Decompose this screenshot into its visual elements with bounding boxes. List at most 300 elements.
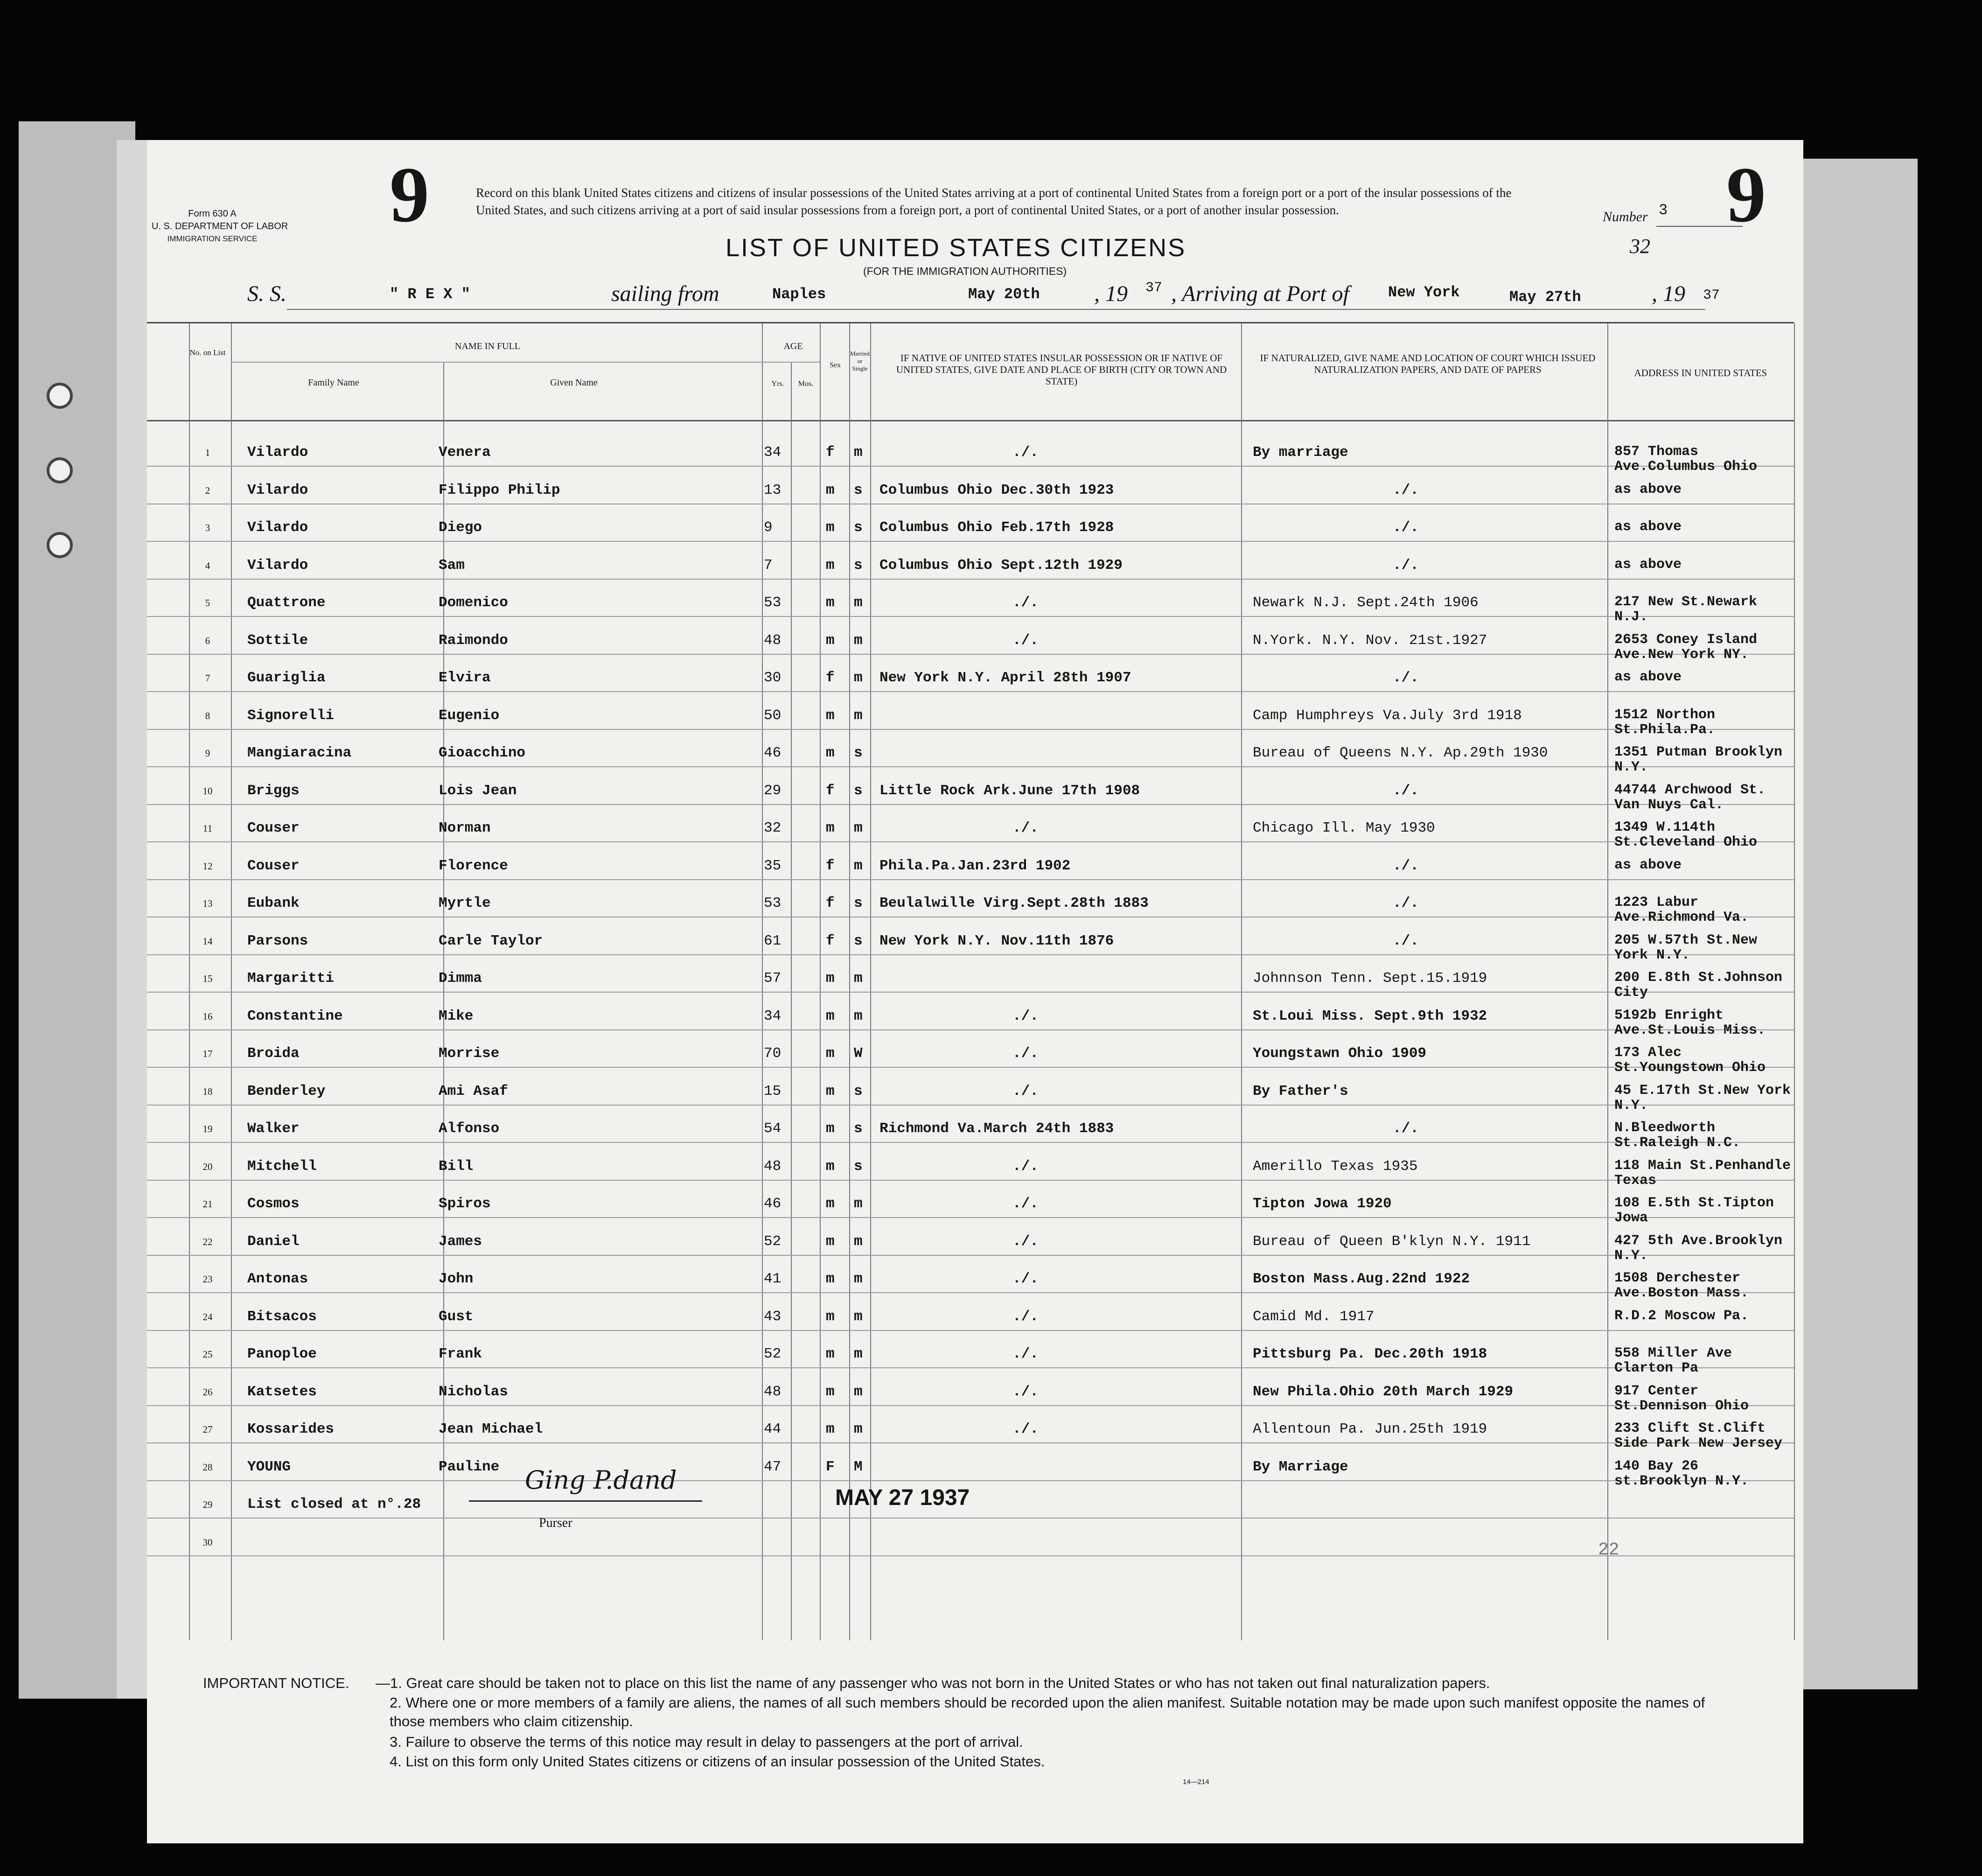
department: U. S. DEPARTMENT OF LABOR	[152, 221, 288, 231]
arrival-date: May 27th	[1509, 288, 1581, 306]
ss-label: S. S.	[247, 281, 286, 306]
family-name: Vilardo	[247, 519, 308, 536]
naturalization-court: Chicago Ill. May 1930	[1253, 820, 1435, 836]
birth-place-date: ./.	[1012, 1158, 1039, 1175]
header-sex: Sex	[830, 361, 841, 369]
address-value: 427 5th Ave.Brooklyn N.Y.	[1614, 1232, 1783, 1264]
marital-status: m	[854, 1271, 863, 1287]
signature-line	[469, 1500, 702, 1502]
marital-status: m	[854, 595, 863, 611]
family-name: YOUNG	[247, 1458, 291, 1475]
family-name: Mitchell	[247, 1158, 317, 1175]
naturalization-court: Tipton Jowa 1920	[1253, 1196, 1392, 1212]
row-rule	[147, 841, 1794, 842]
row-number: 24	[202, 1311, 213, 1323]
birth-place-date: Beulalwille Virg.Sept.28th 1883	[879, 895, 1149, 911]
header-no: No. on List	[189, 348, 226, 357]
marital-status: s	[854, 557, 863, 574]
family-name: Couser	[247, 857, 300, 874]
sailing-port: Naples	[772, 286, 826, 303]
birth-place-date: Little Rock Ark.June 17th 1908	[879, 782, 1140, 799]
given-name: Lois Jean	[439, 782, 517, 799]
marital-status: s	[854, 1120, 863, 1137]
given-name: Myrtle	[439, 895, 491, 911]
family-name: Walker	[247, 1120, 300, 1137]
page-subtitle: (FOR THE IMMIGRATION AUTHORITIES)	[863, 265, 1067, 277]
right-sheet-number: 9	[1726, 151, 1766, 238]
naturalization-court: Bureau of Queens N.Y. Ap.29th 1930	[1253, 745, 1548, 761]
given-name: Diego	[439, 519, 482, 536]
header-birth: IF NATIVE OF UNITED STATES INSULAR POSSESSION OR IF NATIVE OF UNITED STATES, GIVE DATE AND PLACE OF BIRTH (CITY OR TOWN AND STATE)	[896, 352, 1227, 387]
row-rule	[147, 1029, 1794, 1030]
row-rule	[147, 804, 1794, 805]
manifest-sheet	[147, 140, 1803, 1843]
sex-value: m	[826, 1083, 835, 1099]
family-name: Margaritti	[247, 970, 335, 987]
address-value: 2653 Coney Island Ave.New York NY.	[1614, 631, 1758, 663]
naturalization-court: Johnnson Tenn. Sept.15.1919	[1253, 970, 1487, 987]
age-years: 70	[764, 1045, 782, 1062]
sex-value: m	[826, 1308, 835, 1325]
family-name: Kossarides	[247, 1421, 335, 1437]
sex-value: f	[826, 895, 835, 911]
marital-status: m	[854, 970, 863, 987]
address-value: 917 Center St.Dennison Ohio	[1614, 1383, 1749, 1414]
row-rule	[147, 1555, 1794, 1556]
row-number: 4	[205, 560, 210, 571]
family-name: Panoploe	[247, 1346, 317, 1362]
marital-status: m	[854, 1196, 863, 1212]
naturalization-court: St.Loui Miss. Sept.9th 1932	[1253, 1008, 1487, 1024]
address-value: 5192b Enright Ave.St.Louis Miss.	[1614, 1007, 1766, 1038]
address-value: 140 Bay 26 st.Brooklyn N.Y.	[1614, 1458, 1749, 1489]
naturalization-court: ./.	[1393, 482, 1419, 498]
birth-place-date: New York N.Y. April 28th 1907	[879, 670, 1131, 686]
age-years: 48	[764, 1383, 782, 1400]
marital-status: s	[854, 1158, 863, 1175]
given-name: Eugenio	[439, 707, 500, 724]
row-number: 18	[202, 1085, 213, 1097]
row-number: 20	[202, 1161, 213, 1172]
marital-status: s	[854, 519, 863, 536]
naturalization-court: By Marriage	[1253, 1458, 1348, 1475]
address-value: 173 Alec St.Youngstown Ohio	[1614, 1045, 1766, 1076]
family-name: Guariglia	[247, 670, 326, 686]
year-prefix: , 19	[1094, 281, 1128, 306]
address-value: as above	[1614, 669, 1682, 685]
row-rule	[147, 766, 1794, 767]
row-rule	[147, 1518, 1794, 1519]
address-value: 205 W.57th St.New York N.Y.	[1614, 932, 1758, 963]
family-name: Eubank	[247, 895, 300, 911]
address-value: 1512 Northon St.Phila.Pa.	[1614, 707, 1716, 738]
marital-status: s	[854, 1083, 863, 1099]
notice-4: 4. List on this form only United States citizens or citizens of an insular possession of the United States.	[390, 1753, 1045, 1770]
row-number: 30	[202, 1536, 213, 1548]
row-number: 29	[202, 1499, 213, 1510]
age-years: 30	[764, 670, 782, 686]
birth-place-date: ./.	[1012, 1233, 1039, 1250]
row-number: 5	[205, 597, 210, 609]
sex-value: m	[826, 1045, 835, 1062]
age-years: 15	[764, 1083, 782, 1099]
marital-status: m	[854, 444, 863, 461]
sex-value: m	[826, 707, 835, 724]
address-value: 233 Clift St.Clift Side Park New Jersey	[1614, 1421, 1783, 1451]
address-value: as above	[1614, 857, 1682, 873]
row-rule	[147, 691, 1794, 692]
row-rule	[147, 466, 1794, 467]
row-number: 25	[202, 1349, 213, 1360]
address-value: N.Bleedworth St.Raleigh N.C.	[1614, 1120, 1741, 1151]
age-years: 9	[764, 519, 773, 536]
header-married: Married or Single	[850, 350, 870, 372]
address-value: 558 Miller Ave Clarton Pa	[1614, 1345, 1732, 1376]
given-name: Mike	[439, 1008, 474, 1024]
naturalization-court: ./.	[1393, 1120, 1419, 1137]
birth-place-date: ./.	[1012, 820, 1039, 836]
sex-value: m	[826, 745, 835, 761]
family-name: Benderley	[247, 1083, 326, 1099]
given-name: Pauline	[439, 1458, 500, 1475]
sex-value: f	[826, 857, 835, 874]
row-number: 22	[202, 1236, 213, 1247]
row-number: 8	[205, 710, 210, 721]
sex-value: m	[826, 820, 835, 836]
arrival-year-prefix: , 19	[1652, 281, 1685, 306]
header-naturalized: IF NATURALIZED, GIVE NAME AND LOCATION OF COURT WHICH ISSUED NATURALIZATION PAPERS, AND DATE OF PAPERS	[1260, 352, 1596, 375]
age-years: 7	[764, 557, 773, 574]
column-rule	[1794, 323, 1795, 1640]
row-number: 23	[202, 1274, 213, 1285]
birth-place-date: ./.	[1012, 1308, 1039, 1325]
address-value: 1351 Putman Brooklyn N.Y.	[1614, 744, 1783, 775]
naturalization-court: New Phila.Ohio 20th March 1929	[1253, 1383, 1514, 1400]
age-years: 52	[764, 1233, 782, 1250]
address-value: 200 E.8th St.Johnson City	[1614, 970, 1783, 1001]
row-rule	[147, 579, 1794, 580]
marital-status: W	[854, 1045, 863, 1062]
naturalization-court: ./.	[1393, 857, 1419, 874]
address-value: as above	[1614, 556, 1682, 573]
header-given: Given Name	[550, 378, 598, 388]
header-age: AGE	[783, 341, 803, 351]
age-years: 48	[764, 1158, 782, 1175]
row-rule	[147, 1255, 1794, 1256]
birth-place-date: ./.	[1012, 595, 1039, 611]
given-name: Carle Taylor	[439, 932, 543, 949]
naturalization-court: Newark N.J. Sept.24th 1906	[1253, 595, 1479, 611]
birth-place-date: ./.	[1012, 1421, 1039, 1437]
row-number: 7	[205, 672, 210, 684]
marital-status: s	[854, 932, 863, 949]
age-years: 44	[764, 1421, 782, 1437]
birth-place-date: ./.	[1012, 1346, 1039, 1362]
given-name: Frank	[439, 1346, 482, 1362]
age-years: 53	[764, 595, 782, 611]
age-years: 43	[764, 1308, 782, 1325]
sex-value: m	[826, 970, 835, 987]
page-mark: 22	[1598, 1540, 1619, 1560]
sex-value: m	[826, 1346, 835, 1362]
address-value: 1223 Labur Ave.Richmond Va.	[1614, 895, 1749, 925]
naturalization-court: By Father's	[1253, 1083, 1348, 1099]
sex-value: m	[826, 1383, 835, 1400]
naturalization-court: ./.	[1393, 519, 1419, 536]
sex-value: m	[826, 1233, 835, 1250]
arrival-port: New York	[1388, 284, 1460, 301]
marital-status: m	[854, 1008, 863, 1024]
birth-place-date: ./.	[1012, 632, 1039, 649]
given-name: Elvira	[439, 670, 491, 686]
header-sub-rule	[231, 362, 762, 363]
left-sheet-number: 9	[390, 151, 429, 238]
row-rule	[147, 1180, 1794, 1181]
naturalization-court: Camp Humphreys Va.July 3rd 1918	[1253, 707, 1522, 724]
sex-value: F	[826, 1458, 835, 1475]
sailing-date: May 20th	[968, 286, 1040, 303]
naturalization-court: Amerillo Texas 1935	[1253, 1158, 1418, 1175]
sex-value: f	[826, 782, 835, 799]
birth-place-date: Richmond Va.March 24th 1883	[879, 1120, 1114, 1137]
number-label: Number	[1603, 209, 1648, 224]
row-number: 3	[205, 522, 210, 533]
marital-status: s	[854, 782, 863, 799]
marital-status: m	[854, 820, 863, 836]
row-rule	[147, 1442, 1794, 1443]
binder-hole	[47, 532, 73, 558]
family-name: Cosmos	[247, 1196, 300, 1212]
row-rule	[147, 1067, 1794, 1068]
given-name: Jean Michael	[439, 1421, 543, 1437]
header-name: NAME IN FULL	[455, 341, 520, 351]
page-title: LIST OF UNITED STATES CITIZENS	[726, 234, 1186, 262]
family-name: Broida	[247, 1045, 300, 1062]
age-years: 47	[764, 1458, 782, 1475]
marital-status: m	[854, 1383, 863, 1400]
sex-value: m	[826, 1120, 835, 1137]
age-years: 46	[764, 1196, 782, 1212]
naturalization-court: N.York. N.Y. Nov. 21st.1927	[1253, 632, 1487, 649]
naturalization-court: Camid Md. 1917	[1253, 1308, 1375, 1325]
given-name: Venera	[439, 444, 491, 461]
family-name: Katsetes	[247, 1383, 317, 1400]
family-name: Vilardo	[247, 444, 308, 461]
number-value: 3	[1659, 202, 1668, 219]
naturalization-court: Bureau of Queen B'klyn N.Y. 1911	[1253, 1233, 1531, 1250]
row-number: 17	[202, 1048, 213, 1059]
age-years: 35	[764, 857, 782, 874]
sex-value: m	[826, 632, 835, 649]
given-name: Spiros	[439, 1196, 491, 1212]
address-value: as above	[1614, 519, 1682, 535]
row-number: 11	[202, 823, 213, 834]
address-value: 45 E.17th St.New York N.Y.	[1614, 1082, 1791, 1113]
form-number: Form 630 A	[188, 209, 237, 219]
age-years: 34	[764, 1008, 782, 1024]
marital-status: m	[854, 1308, 863, 1325]
age-years: 52	[764, 1346, 782, 1362]
row-rule	[147, 1330, 1794, 1331]
row-rule	[147, 1480, 1794, 1481]
header-sub-rule	[762, 362, 820, 363]
family-name: Sottile	[247, 632, 308, 649]
row-rule	[147, 954, 1794, 955]
age-years: 61	[764, 932, 782, 949]
sex-value: f	[826, 670, 835, 686]
marital-status: s	[854, 745, 863, 761]
row-rule	[147, 1292, 1794, 1293]
age-years: 13	[764, 482, 782, 498]
given-name: Morrise	[439, 1045, 500, 1062]
row-number: 6	[205, 635, 210, 646]
marital-status: m	[854, 1421, 863, 1437]
notice-1: —1. Great care should be taken not to place on this list the name of any passenger who was not born in the United States or who has not taken out final naturalization papers.	[376, 1675, 1490, 1691]
address-value: R.D.2 Moscow Pa.	[1614, 1308, 1749, 1324]
family-name: List closed at n°.28	[247, 1496, 421, 1512]
age-years: 46	[764, 745, 782, 761]
row-rule	[147, 1405, 1794, 1406]
birth-place-date: Phila.Pa.Jan.23rd 1902	[879, 857, 1071, 874]
given-name: James	[439, 1233, 482, 1250]
arrival-stamp: MAY 27 1937	[835, 1485, 970, 1510]
arriving-label: , Arriving at Port of	[1171, 281, 1349, 306]
sex-value: m	[826, 1158, 835, 1175]
voyage-underline	[287, 309, 1705, 310]
given-name: Domenico	[439, 595, 508, 611]
naturalization-court: Allentoun Pa. Jun.25th 1919	[1253, 1421, 1487, 1437]
header-bottom-rule	[147, 420, 1794, 421]
marital-status: m	[854, 857, 863, 874]
sex-value: m	[826, 1196, 835, 1212]
row-number: 10	[202, 785, 213, 797]
age-years: 50	[764, 707, 782, 724]
birth-place-date: ./.	[1012, 444, 1039, 461]
marital-status: m	[854, 1346, 863, 1362]
family-name: Briggs	[247, 782, 300, 799]
row-rule	[147, 1105, 1794, 1106]
age-years: 57	[764, 970, 782, 987]
given-name: Filippo Philip	[439, 482, 560, 498]
family-name: Antonas	[247, 1271, 308, 1287]
age-years: 53	[764, 895, 782, 911]
family-name: Bitsacos	[247, 1308, 317, 1325]
row-rule	[147, 541, 1794, 542]
row-number: 1	[205, 447, 210, 458]
row-rule	[147, 1142, 1794, 1143]
sex-value: m	[826, 519, 835, 536]
birth-place-date: New York N.Y. Nov.11th 1876	[879, 932, 1114, 949]
given-name: Alfonso	[439, 1120, 500, 1137]
row-number: 15	[202, 973, 213, 984]
naturalization-court: By marriage	[1253, 444, 1348, 461]
birth-place-date: ./.	[1012, 1083, 1039, 1099]
naturalization-court: Youngstawn Ohio 1909	[1253, 1045, 1427, 1062]
address-value: 1349 W.114th St.Cleveland Ohio	[1614, 819, 1758, 850]
age-years: 54	[764, 1120, 782, 1137]
row-number: 9	[205, 748, 210, 759]
sex-value: m	[826, 557, 835, 574]
row-rule	[147, 879, 1794, 880]
family-name: Parsons	[247, 932, 308, 949]
naturalization-court: Boston Mass.Aug.22nd 1922	[1253, 1271, 1470, 1287]
row-number: 19	[202, 1123, 213, 1134]
row-number: 26	[202, 1386, 213, 1398]
notice-2: 2. Where one or more members of a family are aliens, the names of all such members should be recorded upon the alien manifest. Suitable notation may be made upon such manifest opposite the names of those members who claim citizenship.	[390, 1694, 1705, 1729]
service: IMMIGRATION SERVICE	[167, 234, 258, 243]
family-name: Quattrone	[247, 595, 326, 611]
header-mos: Mos.	[798, 380, 814, 388]
naturalization-court: Pittsburg Pa. Dec.20th 1918	[1253, 1346, 1487, 1362]
column-rule	[791, 362, 792, 1640]
family-name: Vilardo	[247, 482, 308, 498]
family-name: Daniel	[247, 1233, 300, 1250]
marital-status: m	[854, 707, 863, 724]
family-name: Constantine	[247, 1008, 343, 1024]
given-name: Ami Asaf	[439, 1083, 508, 1099]
given-name: Sam	[439, 557, 465, 574]
marital-status: m	[854, 670, 863, 686]
sailing-year: 37	[1145, 280, 1163, 296]
given-name: Gust	[439, 1308, 474, 1325]
naturalization-court: ./.	[1393, 782, 1419, 799]
column-rule	[443, 362, 444, 1640]
purser-label: Purser	[539, 1516, 572, 1530]
row-number: 2	[205, 484, 210, 496]
marital-status: s	[854, 895, 863, 911]
form-code: 14—214	[1183, 1778, 1209, 1786]
marital-status: m	[854, 1233, 863, 1250]
family-name: Vilardo	[247, 557, 308, 574]
naturalization-court: ./.	[1393, 895, 1419, 911]
header-yrs: Yrs.	[771, 380, 784, 388]
marital-status: s	[854, 482, 863, 498]
row-number: 13	[202, 898, 213, 909]
birth-place-date: ./.	[1012, 1271, 1039, 1287]
address-value: 108 E.5th St.Tipton Jowa	[1614, 1195, 1774, 1226]
naturalization-court: ./.	[1393, 557, 1419, 574]
birth-place-date: ./.	[1012, 1196, 1039, 1212]
handwritten-number: 32	[1630, 235, 1650, 258]
address-value: 118 Main St.Penhandle Texas	[1614, 1157, 1791, 1189]
age-years: 41	[764, 1271, 782, 1287]
row-rule	[147, 729, 1794, 730]
age-years: 29	[764, 782, 782, 799]
age-years: 34	[764, 444, 782, 461]
given-name: Gioacchino	[439, 745, 526, 761]
given-name: John	[439, 1271, 474, 1287]
sex-value: m	[826, 1008, 835, 1024]
marital-status: m	[854, 632, 863, 649]
family-name: Signorelli	[247, 707, 335, 724]
family-name: Couser	[247, 820, 300, 836]
naturalization-court: ./.	[1393, 932, 1419, 949]
header-address: ADDRESS IN UNITED STATES	[1634, 367, 1767, 378]
notice-title: IMPORTANT NOTICE.	[203, 1675, 349, 1691]
birth-place-date: ./.	[1012, 1008, 1039, 1024]
record-instruction: Record on this blank United States citizens and citizens of insular possessions of the United States arriving at a port of continental United States from a foreign port or a port of the insular possessions of the United States, and such citizens arriving at a port of said insular possessions from a foreign port, a port of continental United States, or a port of another insular possession.	[476, 186, 1512, 217]
sailing-label: sailing from	[611, 281, 719, 306]
purser-signature: Ging P.dand	[525, 1465, 677, 1495]
arrival-year: 37	[1703, 287, 1720, 303]
address-value: 217 New St.Newark N.J.	[1614, 594, 1758, 625]
birth-place-date: Columbus Ohio Sept.12th 1929	[879, 557, 1123, 574]
address-value: as above	[1614, 481, 1682, 497]
address-value: 44744 Archwood St. Van Nuys Cal.	[1614, 782, 1766, 813]
birth-place-date: ./.	[1012, 1383, 1039, 1400]
given-name: Bill	[439, 1158, 474, 1175]
age-years: 48	[764, 632, 782, 649]
